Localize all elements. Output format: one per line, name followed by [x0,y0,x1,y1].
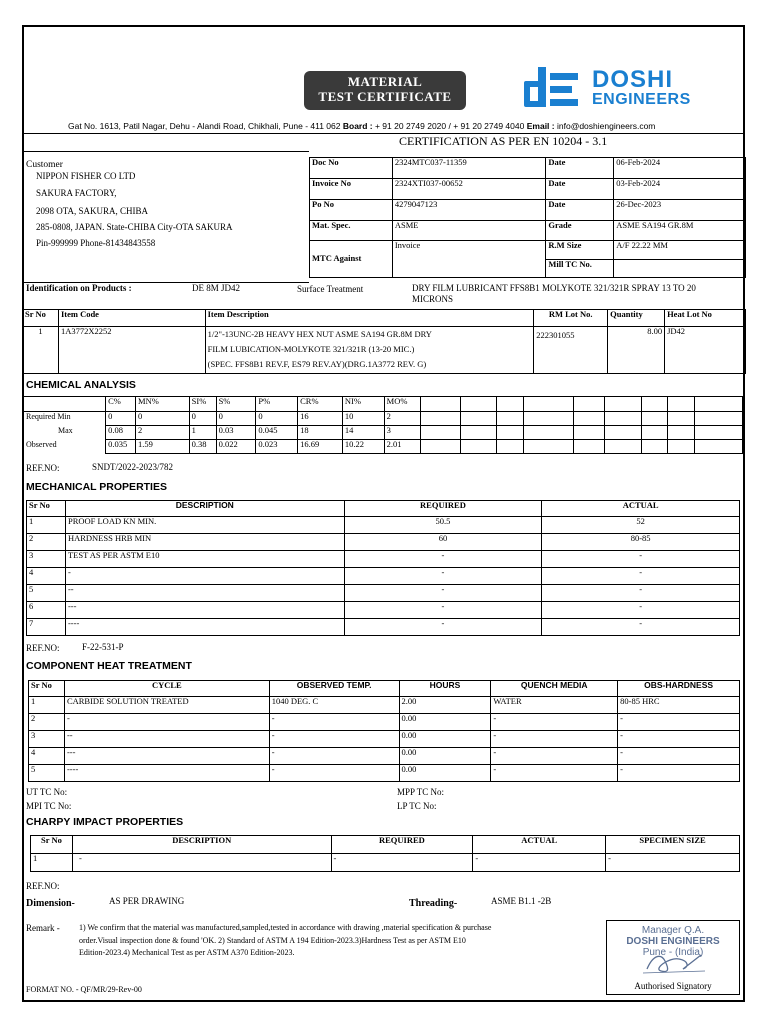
heat-hours: 0.00 [399,731,491,748]
charpy-actual: - [473,854,606,872]
date3-value: 26-Dec-2023 [614,200,746,221]
chem-header-si: SI% [189,397,216,412]
item-desc-line3: (SPEC. FFS8B1 REV.F, ES79 REV.AY)(DRG.1A3772 REV. G) [207,359,427,369]
invoice-no-label: Invoice No [310,179,393,200]
title-line2: TEST CERTIFICATE [318,89,452,104]
chem-header-ni: NI% [342,397,384,412]
heat-hours: 0.00 [399,765,491,782]
rm-size-value: A/F 22.22 MM [614,241,746,260]
chem-header-s: S% [216,397,256,412]
chem-obs-p: 0.023 [256,440,298,454]
heat-sr: 3 [29,731,65,748]
charpy-header-required: REQUIRED [331,836,473,854]
mpp-tc-no: MPP TC No: [397,787,445,797]
mill-tc-value [614,260,746,278]
heat-row [29,714,740,731]
board-value: + 91 20 2749 2020 / + 91 20 2749 4040 [374,121,525,131]
mtc-against-value: Invoice [392,241,546,278]
heat-hardness: 80-85 HRC [618,697,740,714]
charpy-header-desc: DESCRIPTION [72,836,331,854]
heat-temp: - [269,765,399,782]
chem-max-p: 0.045 [256,426,298,440]
lp-tc-no: LP TC No: [397,801,437,811]
heat-row [29,765,740,782]
items-header-code: Item Code [58,310,205,327]
mech-required: 50.5 [344,517,542,534]
customer-line-5: Pin-999999 Phone-81434843558 [36,238,156,248]
surface-treatment-line1: DRY FILM LUBRICANT FFS8B1 MOLYKOTE 321/321R SPRAY 13 TO 20 [412,283,696,293]
chem-header-mn: MN% [136,397,190,412]
chem-min-c: 0 [106,412,136,426]
mech-desc: -- [65,585,344,602]
charpy-header-actual: ACTUAL [473,836,606,854]
mech-required: - [344,585,542,602]
brand-name: DOSHI [592,66,674,93]
item-desc-line1: 1/2"-13UNC-2B HEAVY HEX NUT ASME SA194 GR.8M DRY [207,329,432,339]
chem-max-cr: 18 [298,426,343,440]
mech-row [27,568,740,585]
authorised-signatory: Authorised Signatory [634,981,712,991]
mech-actual: - [542,585,740,602]
items-table [22,309,746,374]
heat-quench: - [491,731,618,748]
customer-label: Customer [26,160,63,170]
heat-hardness: - [618,714,740,731]
heat-sr: 5 [29,765,65,782]
heat-hardness: - [618,765,740,782]
item-description [205,327,534,374]
chem-min-mo: 2 [384,412,420,426]
chem-min-mn: 0 [136,412,190,426]
chem-obs-si: 0.38 [189,440,216,454]
mech-sr: 7 [27,619,66,636]
mech-row [27,585,740,602]
date2-label: Date [546,179,614,200]
charpy-required: - [331,854,473,872]
chem-header-mo: MO% [384,397,420,412]
po-no-label: Po No [310,200,393,221]
mech-actual: - [542,568,740,585]
chem-max-c: 0.08 [106,426,136,440]
heat-row [29,731,740,748]
heat-sr: 2 [29,714,65,731]
mat-spec-label: Mat. Spec. [310,221,393,241]
mech-header-desc: DESCRIPTION [65,501,344,517]
item-quantity: 8.00 [608,327,665,374]
customer-line-4: 285-0808, JAPAN. State-CHIBA City-OTA SAKURA [36,222,233,232]
grade-value: ASME SA194 GR.8M [614,221,746,241]
items-header-rm-lot: RM Lot No. [534,310,608,327]
mech-header-actual: ACTUAL [542,501,740,517]
surface-treatment-label: Surface Treatment [297,284,364,294]
company-address: Gat No. 1613, Patil Nagar, Dehu - Alandi Road, Chikhali, Pune - 411 062 [68,121,341,131]
chem-row-max [24,426,743,440]
title-line1: MATERIAL [347,74,423,89]
customer-block [24,151,309,283]
mech-actual: - [542,551,740,568]
identification-label: Identification on Products : [26,283,132,293]
mech-desc: ---- [65,619,344,636]
mech-required: - [344,568,542,585]
chem-row-min [24,412,743,426]
chem-min-p: 0 [256,412,298,426]
date1-label: Date [546,158,614,179]
remark-label: Remark - [26,923,60,933]
doshi-logo-icon [524,67,588,111]
mech-sr: 3 [27,551,66,568]
identification-value: DE 8M JD42 [192,283,241,293]
threading-label: Threading- [409,898,458,909]
heat-cycle: -- [64,731,269,748]
mech-sr: 2 [27,534,66,551]
rm-size-label: R.M Size [546,241,614,260]
customer-line-3: 2098 OTA, SAKURA, CHIBA [36,206,149,216]
item-code: 1A3772X2252 [58,327,205,374]
mech-row [27,551,740,568]
heat-temp: - [269,748,399,765]
certificate-title-box [304,71,466,110]
heat-cycle: --- [64,748,269,765]
item-heat-lot: JD42 [665,327,746,374]
heat-treatment-title: COMPONENT HEAT TREATMENT [26,660,192,672]
charpy-specimen: - [606,854,740,872]
grade-label: Grade [546,221,614,241]
board-label: Board : [342,121,373,131]
chem-max-mn: 2 [136,426,190,440]
heat-row [29,748,740,765]
heat-temp: - [269,731,399,748]
heat-quench: WATER [491,697,618,714]
mech-actual: - [542,602,740,619]
heat-hardness: - [618,731,740,748]
mech-header-sr: Sr No [27,501,66,517]
items-header-heat-lot: Heat Lot No [665,310,746,327]
mechanical-table [26,500,740,636]
chem-obs-cr: 16.69 [298,440,343,454]
mech-sr: 1 [27,517,66,534]
doc-info-table [309,157,746,278]
chem-min-cr: 16 [298,412,343,426]
certification-standard: CERTIFICATION AS PER EN 10204 - 3.1 [399,134,608,148]
chem-obs-s: 0.022 [216,440,256,454]
mech-actual: 52 [542,517,740,534]
date3-label: Date [546,200,614,221]
date2-value: 03-Feb-2024 [614,179,746,200]
heat-header-sr: Sr No [29,681,65,697]
charpy-title: CHARPY IMPACT PROPERTIES [26,816,184,828]
mech-sr: 5 [27,585,66,602]
items-header-desc: Item Description [205,310,534,327]
chem-obs-c: 0.035 [106,440,136,454]
chem-obs-ni: 10.22 [342,440,384,454]
mech-required: - [344,619,542,636]
stamp-line1: Manager Q.A. [641,925,705,936]
stamp-line2: DOSHI ENGINEERS [626,936,720,947]
mtc-against-label: MTC Against [310,241,393,278]
mech-row [27,517,740,534]
invoice-no-value: 2324XTI037-00652 [392,179,546,200]
chem-label-min: Required Min [26,412,71,421]
mechanical-ref-label: REF.NO: [26,643,60,653]
item-desc-line2: FILM LUBICATION-MOLYKOTE 321/321R (13-20 MIC.) [207,344,415,354]
mech-actual: - [542,619,740,636]
heat-treatment-table [28,680,740,782]
address-line [68,122,655,131]
mech-actual: 80-85 [542,534,740,551]
mech-required: - [344,602,542,619]
format-number: FORMAT NO. - QF/MR/29-Rev-00 [26,985,142,994]
customer-line-2: SAKURA FACTORY, [36,188,117,198]
dimension-value: AS PER DRAWING [109,896,185,906]
chem-header-cr: CR% [298,397,343,412]
charpy-ref-label: REF.NO: [26,881,60,891]
heat-header-quench: QUENCH MEDIA [491,681,618,697]
remark-line2: order.Visual inspection done & found 'OK. 2) Standard of ASTM A 194 Edition-2023.3)Hardness Test as per ASTM E10 [79,936,466,945]
mech-desc: PROOF LOAD KN MIN. [65,517,344,534]
heat-quench: - [491,748,618,765]
remark-line3: Edition-2023.4) Mechanical Test as per ASTM A370 Edition-2023. [79,948,295,957]
chemical-analysis-title: CHEMICAL ANALYSIS [26,379,136,391]
charpy-desc: - [72,854,331,872]
signature-icon [639,947,709,977]
mech-row [27,602,740,619]
chem-max-mo: 3 [384,426,420,440]
heat-row [29,697,740,714]
mech-sr: 4 [27,568,66,585]
heat-quench: - [491,714,618,731]
brand-logo [524,67,724,113]
email-value: info@doshiengineers.com [556,121,656,131]
heat-sr: 1 [29,697,65,714]
chem-header-p: P% [256,397,298,412]
mech-row [27,534,740,551]
signature-box [606,920,740,995]
chemical-ref-label: REF.NO: [26,463,60,473]
mat-spec-value: ASME [392,221,546,241]
mech-desc: HARDNESS HRB MIN [65,534,344,551]
chemical-ref-value: SNDT/2022-2023/782 [92,462,173,472]
chem-max-ni: 14 [342,426,384,440]
charpy-table [30,835,740,872]
mechanical-properties-title: MECHANICAL PROPERTIES [26,481,167,493]
chem-label-observed: Observed [26,439,57,449]
heat-cycle: ---- [64,765,269,782]
brand-subname: ENGINEERS [592,91,691,108]
stamp-line3: Pune - (India) [642,947,704,958]
heat-temp: 1040 DEG. C [269,697,399,714]
items-header-sr: Sr No [23,310,59,327]
dimension-label: Dimension- [26,898,75,909]
chem-min-s: 0 [216,412,256,426]
heat-hours: 0.00 [399,748,491,765]
heat-header-hours: HOURS [399,681,491,697]
heat-hours: 2.00 [399,697,491,714]
ut-tc-no: UT TC No: [26,787,68,797]
heat-header-cycle: CYCLE [64,681,269,697]
header-divider [24,133,743,134]
mechanical-ref-value: F-22-531-P [82,642,124,652]
surface-treatment-line2: MICRONS [412,294,454,304]
po-no-value: 4279047123 [392,200,546,221]
mech-desc: - [65,568,344,585]
threading-value: ASME B1.1 -2B [491,896,552,906]
item-row [23,327,746,374]
chem-obs-mo: 2.01 [384,440,420,454]
remark-line1: 1) We confirm that the material was manufactured,sampled,tested in accordance with drawing ,material specification & purchase [79,923,492,932]
chem-max-s: 0.03 [216,426,256,440]
items-header-qty: Quantity [608,310,665,327]
mech-required: - [344,551,542,568]
mech-sr: 6 [27,602,66,619]
certificate-page [22,25,745,1002]
heat-cycle: - [64,714,269,731]
heat-hours: 0.00 [399,714,491,731]
date1-value: 06-Feb-2024 [614,158,746,179]
chem-min-ni: 10 [342,412,384,426]
charpy-row [31,854,740,872]
email-label: Email : [526,121,555,131]
heat-hardness: - [618,748,740,765]
heat-quench: - [491,765,618,782]
doc-no-label: Doc No [310,158,393,179]
mech-desc: --- [65,602,344,619]
chem-max-si: 1 [189,426,216,440]
customer-line-1: NIPPON FISHER CO LTD [36,171,136,181]
mech-header-required: REQUIRED [344,501,542,517]
chem-row-observed [24,440,743,454]
mech-row [27,619,740,636]
charpy-header-specimen: SPECIMEN SIZE [606,836,740,854]
charpy-header-sr: Sr No [31,836,73,854]
heat-header-hardness: OBS-HARDNESS [618,681,740,697]
mill-tc-label: Mill TC No. [546,260,614,278]
chemical-table [24,396,743,454]
heat-temp: - [269,714,399,731]
doc-no-value: 2324MTC037-11359 [392,158,546,179]
heat-sr: 4 [29,748,65,765]
mech-desc: TEST AS PER ASTM E10 [65,551,344,568]
heat-header-temp: OBSERVED TEMP. [269,681,399,697]
chem-header-c: C% [106,397,136,412]
chem-obs-mn: 1.59 [136,440,190,454]
item-rm-lot: 222301055 [534,327,608,374]
mech-required: 60 [344,534,542,551]
mpi-tc-no: MPI TC No: [26,801,72,811]
item-sr: 1 [23,327,59,374]
chem-label-max: Max [58,425,73,435]
heat-cycle: CARBIDE SOLUTION TREATED [64,697,269,714]
charpy-sr: 1 [31,854,73,872]
chem-min-si: 0 [189,412,216,426]
